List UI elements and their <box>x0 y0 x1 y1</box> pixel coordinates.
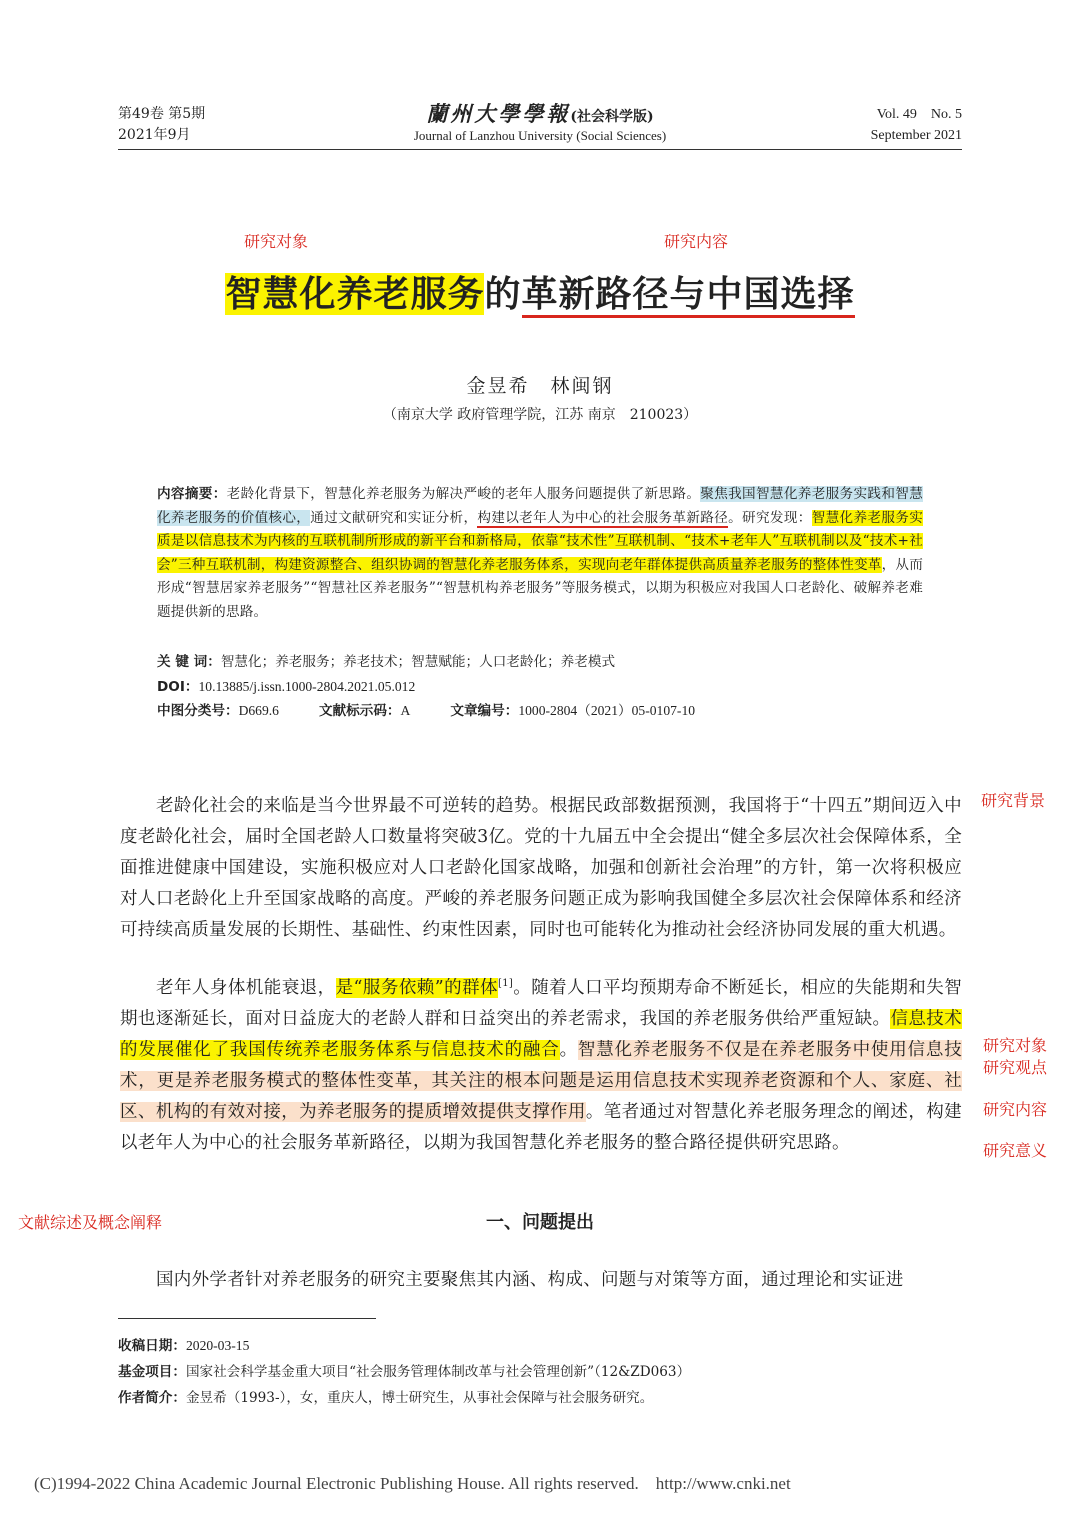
header-rule <box>118 149 962 150</box>
annotation-background: 研究背景 <box>981 791 1046 810</box>
month-year: September 2021 <box>870 128 962 143</box>
p2-service-dependency: 是“服务依赖”的群体 <box>335 977 499 998</box>
paper-authors: 金昱希 林闽钢 <box>466 375 614 397</box>
annotation-research-object: 研究对象 <box>244 232 309 251</box>
annotation-significance: 研究意义 <box>983 1141 1048 1160</box>
author-bio-value: 金昱希（1993-），女，重庆人，博士研究生，从事社会保障与社会服务研究。 <box>185 1390 654 1406</box>
doi-line <box>157 675 415 699</box>
p2-intro: 老年人身体机能衰退， <box>156 977 336 998</box>
fund-label: 基金项目： <box>118 1364 186 1380</box>
footnote-author <box>118 1385 653 1411</box>
article-no-value: 1000-2804（2021）05-0107-10 <box>518 703 696 718</box>
abstract-method: 通过文献研究和实证分析， <box>310 509 478 526</box>
annotation-content-side: 研究内容 <box>983 1100 1048 1119</box>
abstract-findings: 智慧化养老服务实质是以信息技术为内核的互联机制所形成的新平台和新格局，依靠“技术性”互联机制、“技术+老年人”互联机制以及“技术+社会”三种互联机制，构建资源整合、组织协调的智慧化养老服务体系，实现向老年群体提供高质量养老服务的整体性变革 <box>157 509 924 573</box>
abstract-findings-label: 。研究发现： <box>728 509 812 526</box>
body-paragraph-3: 国内外学者针对养老服务的研究主要聚焦其内涵、构成、问题与对策等方面，通过理论和实证进 <box>156 1270 904 1290</box>
p2-period: 。 <box>559 1039 578 1060</box>
doi-value: 10.13885/j.issn.1000-2804.2021.05.012 <box>198 679 416 694</box>
classification-line <box>157 699 695 723</box>
received-label: 收稿日期： <box>118 1338 186 1354</box>
article-no-label: 文章编号： <box>450 703 519 719</box>
keywords-value: 智慧化；养老服务；养老技术；智慧赋能；人口老龄化；养老模式 <box>220 654 616 670</box>
body-paragraph-1: 老龄化社会的来临是当今世界最不可逆转的趋势。根据民政部数据预测，我国将于“十四五”期间迈入中度老龄化社会，届时全国老龄人口数量将突破3亿。党的十九届五中全会提出“健全多层次社会保障体系，全面推进健康中国建设，实施积极应对人口老龄化国家战略，加强和创新社会治理”的方针，第一次将积极应对人口老龄化上升至国家战略的高度。严峻的养老服务问题正成为影响我国健全多层次社会保障体系和经济可持续高质量发展的长期性、基础性、约束性因素，同时也可能转化为推动社会经济协同发展的重大机遇。 <box>120 796 962 940</box>
annotation-viewpoint: 研究观点 <box>983 1058 1048 1077</box>
footnote-received <box>118 1333 249 1359</box>
journal-english-name: Journal of Lanzhou University (Social Sciences) <box>413 128 667 143</box>
abstract-focus: 聚焦我国智慧化养老服务实践和智慧化养老服务的价值核心， <box>157 486 924 526</box>
doc-code-value: A <box>400 703 411 718</box>
abstract-conclusion: ，从而形成“智慧居家养老服务”“智慧社区养老服务”“智慧机构养老服务”等服务模式，以期为积极应对我国人口老龄化、破解养老难题提供新的思路。 <box>157 556 923 620</box>
annotation-object-side: 研究对象 <box>983 1036 1048 1055</box>
publish-date: 2021年9月 <box>118 127 191 143</box>
title-subject: 智慧化养老服务 <box>225 273 485 315</box>
copyright-footer: (C)1994-2022 China Academic Journal Electronic Publishing House. All rights reserved. http://www.cnki.net <box>34 1474 791 1493</box>
journal-logo-sub: (社会科学版) <box>570 109 654 125</box>
abstract-aim: 构建以老年人为中心的社会服务革新路径 <box>477 509 729 526</box>
abstract-label: 内容摘要： <box>157 486 227 502</box>
abstract <box>157 483 923 624</box>
footnote-fund <box>118 1359 690 1385</box>
p2-tech-integration: 信息技术的发展催化了我国传统养老服务体系与信息技术的融合 <box>120 1008 962 1060</box>
annotation-research-content: 研究内容 <box>664 232 729 251</box>
header-issue-info <box>118 104 205 146</box>
doi-label: DOI： <box>157 679 199 695</box>
p2-significance: 。笔者通过对智慧化养老服务理念的阐述，构建以老年人为中心的社会服务革新路径，以期为我国智慧化养老服务的整合路径提供研究思路。 <box>120 1101 962 1153</box>
author-bio-label: 作者简介： <box>118 1390 186 1406</box>
annotation-literature-review: 文献综述及概念阐释 <box>18 1213 163 1232</box>
journal-logo: 蘭州大學學報 <box>426 101 571 126</box>
citation-1: [1] <box>498 978 514 989</box>
p2-context: 。随着人口平均预期寿命不断延长，相应的失能期和失智期也逐渐延长，面对日益庞大的老龄人群和日益突出的养老需求，我国的养老服务供给严重短缺。 <box>120 977 962 1029</box>
doc-code-label: 文献标示码： <box>318 703 401 719</box>
clc-value: D669.6 <box>238 703 279 718</box>
title-connector: 的 <box>484 273 522 315</box>
keywords-line <box>157 651 615 674</box>
vol-no: Vol. 49 No. 5 <box>876 107 962 122</box>
author-affiliation: （南京大学 政府管理学院，江苏 南京 210023） <box>382 407 698 423</box>
received-value: 2020-03-15 <box>185 1338 250 1353</box>
clc-label: 中图分类号： <box>157 703 239 719</box>
keywords-label: 关 键 词： <box>157 654 221 670</box>
footnote-rule <box>118 1318 376 1319</box>
journal-masthead <box>340 98 740 144</box>
p2-viewpoint: 智慧化养老服务不仅是在养老服务中使用信息技术，更是养老服务模式的整体性变革，其关注的根本问题是运用信息技术实现养老资源和个人、家庭、社区、机构的有效对接，为养老服务的提质增效提供支撑作用 <box>120 1039 962 1122</box>
abstract-sentence-1: 老龄化背景下，智慧化养老服务为解决严峻的老年人服务问题提供了新思路。 <box>226 486 701 502</box>
paper-title <box>0 266 1080 317</box>
title-topic: 革新路径与中国选择 <box>522 273 855 318</box>
header-volume-en <box>760 104 962 146</box>
volume-issue: 第49卷 第5期 <box>118 106 206 122</box>
body-paragraph-2 <box>120 968 962 1159</box>
fund-value: 国家社会科学基金重大项目“社会服务管理体制改革与社会管理创新”（12&ZD063） <box>185 1364 691 1380</box>
section-heading-1: 一、问题提出 <box>486 1212 594 1233</box>
